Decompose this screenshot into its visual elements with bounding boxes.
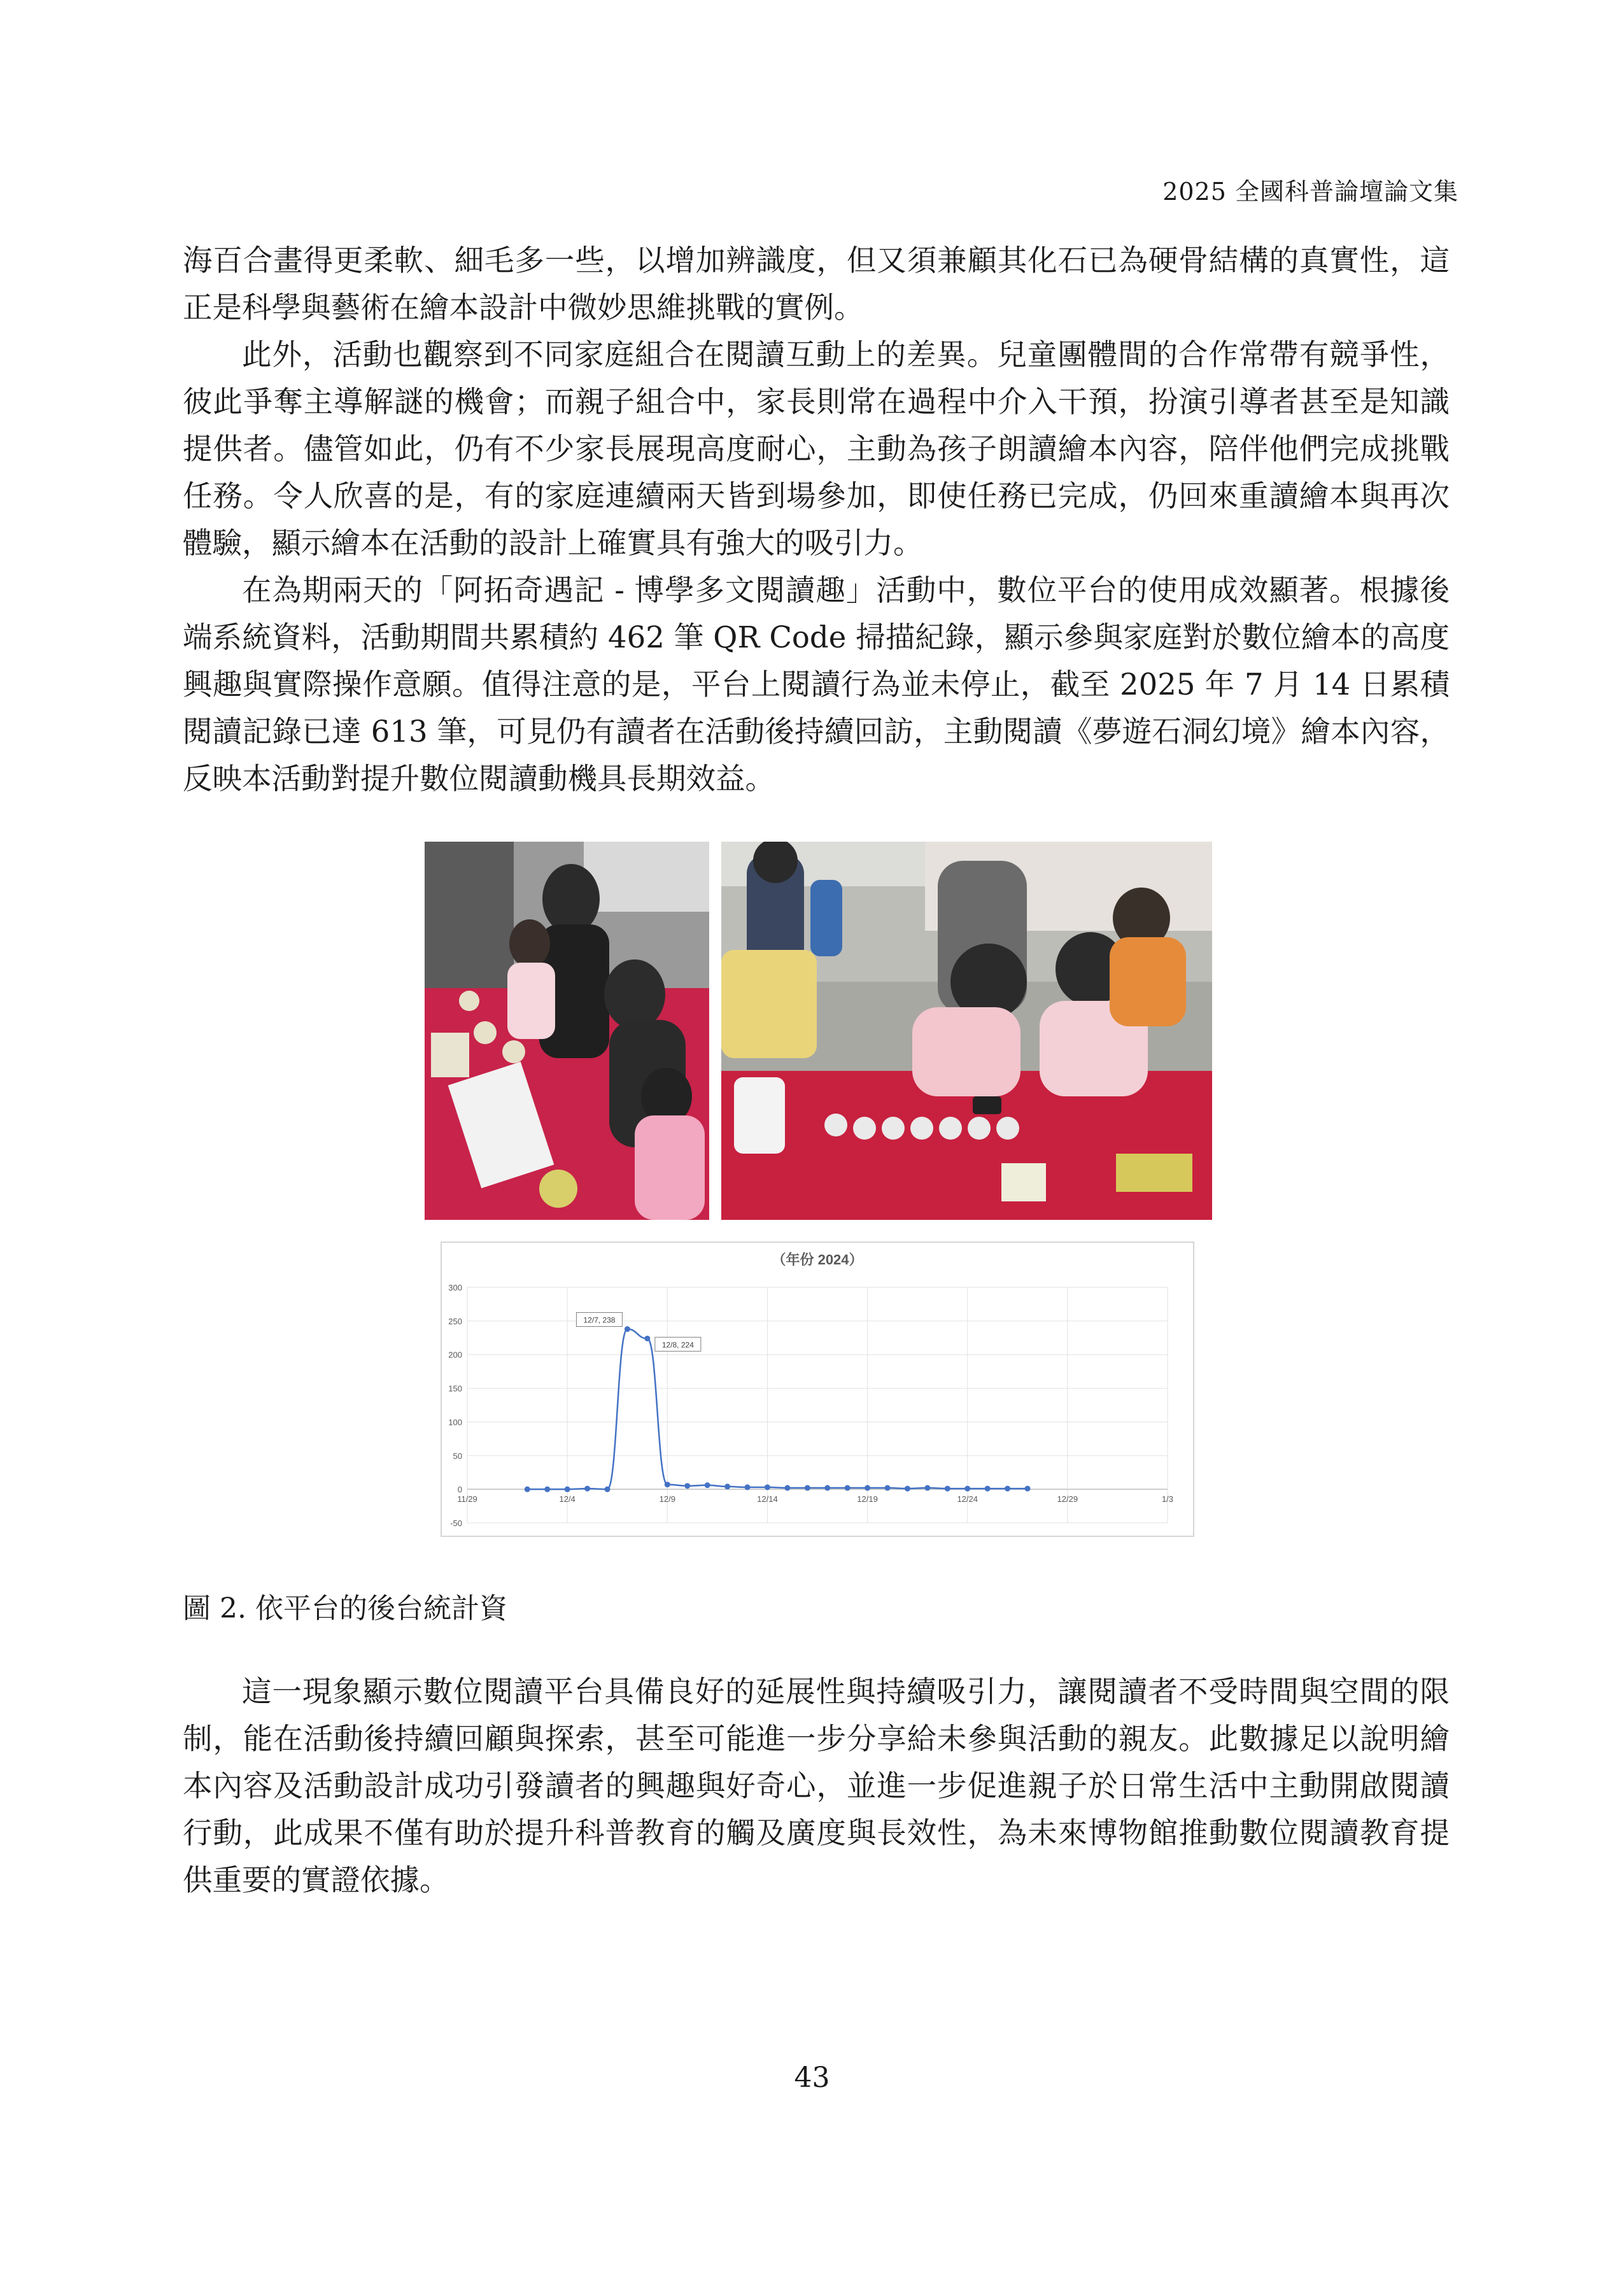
- chart-data-point: [724, 1483, 730, 1489]
- chart-data-point: [784, 1485, 790, 1491]
- paragraph-3: 在為期兩天的「阿拓奇遇記 - 博學多文閱讀趣」活動中，數位平台的使用成效顯著。根據後端系統資料，活動期間共累積約 462 筆 QR Code 掃描紀錄，顯示參與家庭對於數位繪本的高度興趣與實際操作意願。值得注意的是，平台上閱讀行為並未停止，截至 2025 年 7 月 14 日累積閱讀記錄已達 613 筆，可見仍有讀者在活動後持續回訪，主動閱讀《夢遊石洞幻境》繪本內容，反映本活動對提升數位閱讀動機具長期效益。: [183, 573, 1450, 796]
- chart-data-point: [865, 1485, 870, 1491]
- chart-x-tick-label: 12/19: [857, 1494, 878, 1504]
- chart-data-point: [625, 1326, 630, 1332]
- chart-data-point: [765, 1484, 770, 1490]
- paragraph-2: 此外，活動也觀察到不同家庭組合在閱讀互動上的差異。兒童團體間的合作常帶有競爭性，彼此爭奪主導解謎的機會；而親子組合中，家長則常在過程中介入干預，扮演引導者甚至是知識提供者。儘管如此，仍有不少家長展現高度耐心，主動為孩子朗讀繪本內容，陪伴他們完成挑戰任務。令人欣喜的是，有的家庭連續兩天皆到場參加，即使任務已完成，仍回來重讀繪本與再次體驗，顯示繪本在活動的設計上確實具有強大的吸引力。: [183, 337, 1450, 560]
- chart-y-tick-label: 150: [448, 1383, 462, 1394]
- chart-data-point: [924, 1485, 930, 1491]
- chart-data-point: [885, 1485, 891, 1491]
- chart-y-tick-label: 100: [448, 1417, 462, 1427]
- chart-data-point: [805, 1485, 810, 1491]
- chart-annotation-label: 12/7, 238: [583, 1315, 616, 1325]
- chart-y-tick-label: -50: [450, 1518, 462, 1528]
- chart-data-point: [905, 1486, 910, 1492]
- chart-data-point: [544, 1487, 550, 1492]
- reading-line-chart: [441, 1242, 1194, 1537]
- chart-data-point: [525, 1487, 530, 1492]
- chart-y-tick-label: 50: [453, 1451, 462, 1461]
- chart-data-point: [845, 1485, 851, 1491]
- chart-x-tick-labels: [457, 1494, 1173, 1504]
- chart-data-point: [1005, 1486, 1010, 1492]
- chart-y-tick-label: 250: [448, 1316, 462, 1326]
- chart-data-point: [745, 1484, 751, 1490]
- chart-x-tick-label: 1/3: [1161, 1494, 1174, 1504]
- chart-x-tick-label: 12/9: [659, 1494, 675, 1504]
- chart-series-line: [527, 1329, 1027, 1490]
- chart-x-tick-label: 12/24: [957, 1494, 978, 1504]
- chart-y-tick-label: 300: [448, 1283, 462, 1292]
- running-header: 2025 全國科普論壇論文集: [1162, 178, 1458, 206]
- chart-data-point: [644, 1336, 650, 1341]
- paragraph-4: 這一現象顯示數位閱讀平台具備良好的延展性與持續吸引力，讓閱讀者不受時間與空間的限制，能在活動後持續回顧與探索，甚至可能進一步分享給未參與活動的親友。此數據足以說明繪本內容及活動設計成功引發讀者的興趣與好奇心，並進一步促進親子於日常生活中主動開啟閱讀行動，此成果不僅有助於提升科普教育的觸及廣度與長效性，為未來博物館推動數位閱讀教育提供重要的實證依據。: [183, 1674, 1450, 1897]
- activity-photo-right: [721, 842, 1212, 1220]
- chart-data-point: [605, 1487, 611, 1492]
- activity-photo-right-illustration: [721, 842, 1212, 1220]
- chart-data-point: [584, 1486, 590, 1492]
- chart-series: [525, 1326, 1031, 1492]
- chart-data-point: [565, 1487, 570, 1492]
- chart-annotation-label: 12/8, 224: [661, 1340, 694, 1350]
- chart-annotations: [576, 1313, 700, 1352]
- chart-data-point: [705, 1482, 710, 1488]
- chart-data-point: [964, 1486, 970, 1492]
- chart-data-point: [665, 1482, 670, 1487]
- chart-y-tick-labels: [448, 1283, 462, 1528]
- chart-x-tick-label: 12/4: [559, 1494, 575, 1504]
- chart-x-tick-label: 12/29: [1057, 1494, 1078, 1504]
- chart-data-point: [684, 1483, 690, 1489]
- chart-data-point: [945, 1486, 950, 1492]
- activity-photo-left: [425, 842, 709, 1220]
- page-number: 43: [794, 2062, 830, 2094]
- chart-x-tick-label: 12/14: [757, 1494, 778, 1504]
- chart-y-tick-label: 0: [457, 1485, 462, 1495]
- chart-title: （年份 2024）: [772, 1252, 863, 1268]
- chart-data-point: [824, 1485, 830, 1491]
- chart-x-tick-label: 11/29: [457, 1494, 477, 1504]
- paragraph-1: 海百合畫得更柔軟、細毛多一些，以增加辨識度，但又須兼顧其化石已為硬骨結構的真實性，這正是科學與藝術在繪本設計中微妙思維挑戰的實例。: [183, 243, 1450, 325]
- chart-y-tick-label: 200: [448, 1350, 462, 1360]
- chart-data-point: [1025, 1486, 1031, 1492]
- figure-caption: 圖 2. 依平台的後台統計資: [183, 1592, 507, 1625]
- chart-data-point: [985, 1486, 991, 1492]
- activity-photo-left-illustration: [425, 842, 709, 1220]
- reading-line-chart-svg: [442, 1243, 1193, 1536]
